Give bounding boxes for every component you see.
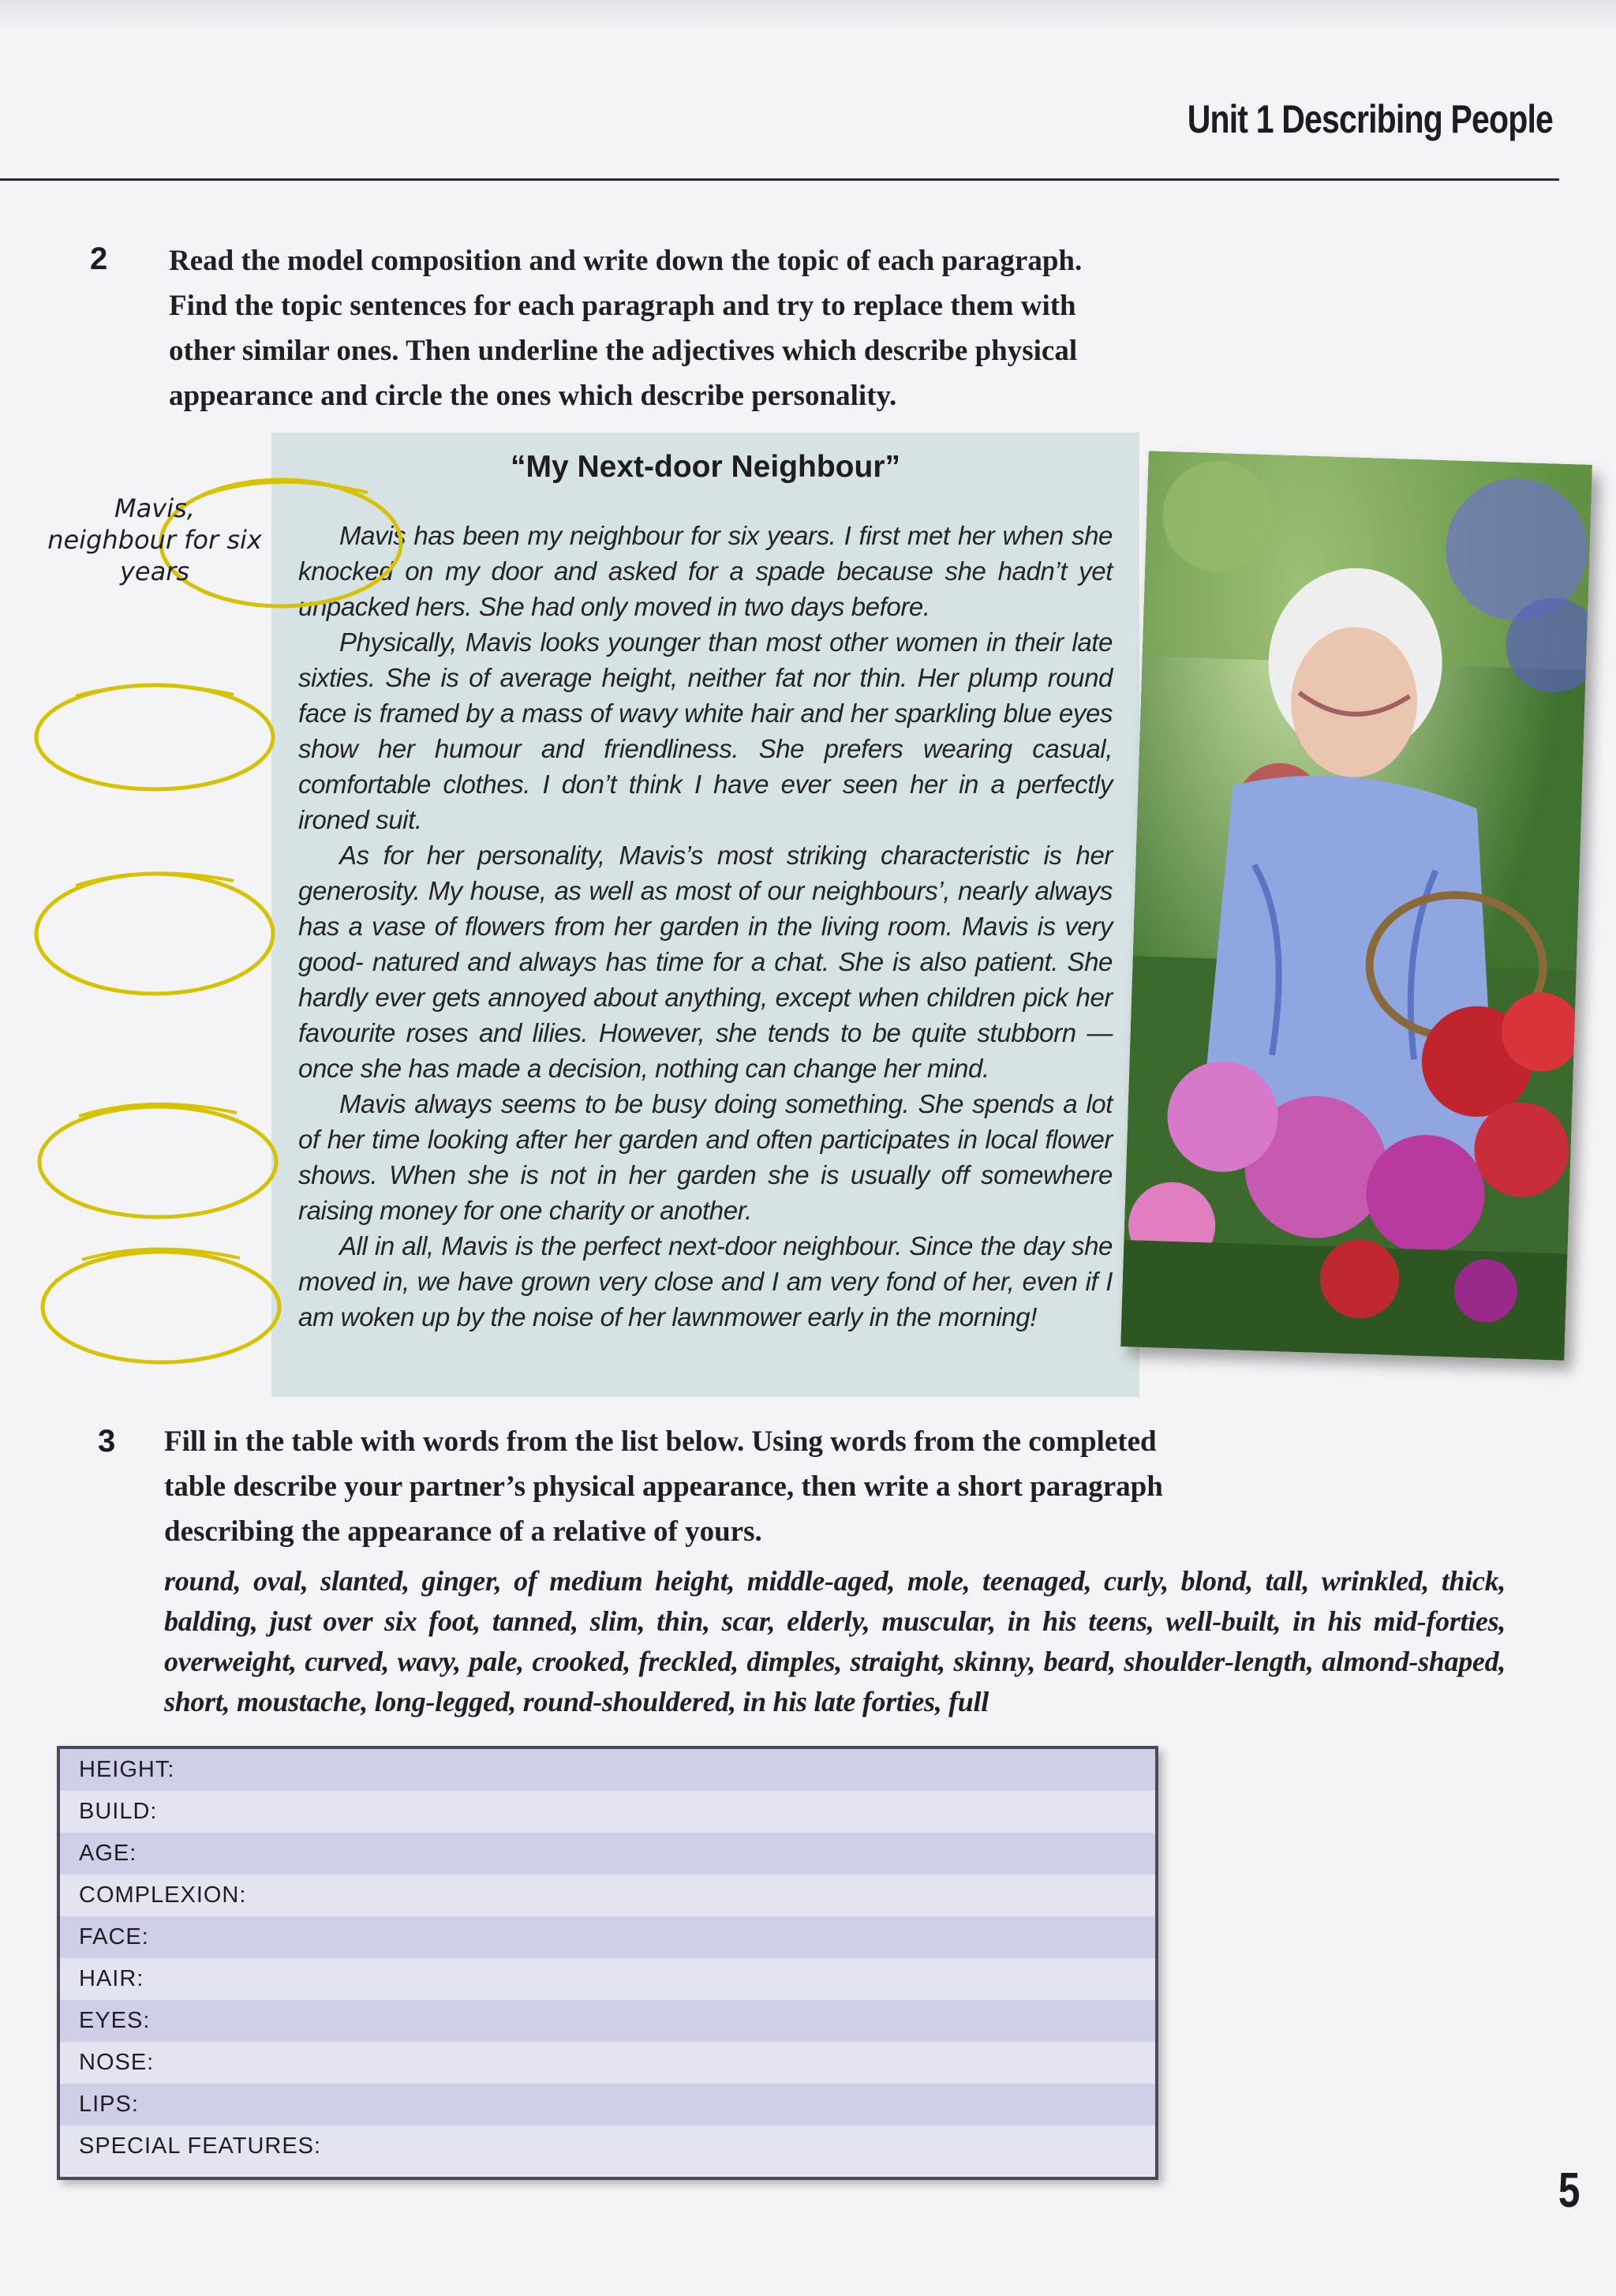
instruction-line: Find the topic sentences for each paragraph and try to replace them with: [169, 290, 1076, 322]
table-row-age[interactable]: AGE:: [60, 1833, 1155, 1875]
header-rule: [0, 178, 1559, 181]
table-row-build[interactable]: BUILD:: [79, 1799, 158, 1824]
empty-ellipse-2[interactable]: [28, 671, 281, 797]
instruction-line: describing the appearance of a relative of yours.: [164, 1515, 762, 1548]
margin-note-line: years: [119, 556, 190, 586]
margin-note-text: [28, 493, 281, 587]
table-row-hair[interactable]: HAIR:: [79, 1966, 144, 1991]
word-list: round, oval, slanted, ginger, of medium height, middle-aged, mole, teenaged, curly, blond, tall, wrinkled, thick, balding, just over six foot, tanned, slim, thin, scar, elderly, muscular, in his teens, well-built, in his mid-forties, overweight, curved, wavy, pale, crooked, freckled, dimples, straight, skinny, beard, shoulder-length, almond-shaped, short, moustache, long-legged, round-shouldered, in his late forties, full: [164, 1565, 1506, 1717]
empty-ellipse-4[interactable]: [32, 1089, 284, 1223]
composition-paragraph: As for her personality, Mavis’s most striking characteristic is her generosity. My house, as well as most of our neighbours’, nearly always has a vase of flowers from her garden in the living room. Mavis is very good- natured and always has time for a chat. She is also patient. She hardly ever gets annoyed about anything, except when children pick her favourite roses and lilies. However, she tends to be quite stubborn — once she has made a decision, nothing can change her mind.: [298, 841, 1113, 1083]
appearance-table: [57, 1746, 1158, 2180]
page-number: 5: [1558, 2163, 1580, 2218]
page-edge: [0, 0, 1616, 32]
margin-note-ellipse: [28, 464, 281, 614]
table-row-lips[interactable]: LIPS:: [60, 2084, 1155, 2126]
instruction-line: other similar ones. Then underline the adjectives which describe physical: [169, 335, 1078, 367]
table-row-special-features[interactable]: SPECIAL FEATURES:: [79, 2133, 322, 2159]
table-row-eyes[interactable]: EYES:: [60, 2000, 1155, 2042]
woman-gardening-photo: [1120, 451, 1592, 1360]
exercise-2-number: 2: [90, 242, 108, 276]
exercise-3-instructions: [164, 1419, 1553, 1554]
table-row-nose[interactable]: NOSE:: [79, 2050, 155, 2075]
instruction-line: appearance and circle the ones which describe personality.: [169, 380, 897, 412]
instruction-line: Fill in the table with words from the list below. Using words from the completed: [164, 1425, 1157, 1458]
table-row-complexion[interactable]: COMPLEXION:: [79, 1882, 247, 1908]
unit-title: Unit 1 Describing People: [1187, 97, 1553, 141]
empty-ellipse-5[interactable]: [35, 1234, 287, 1369]
photo-illustration: [1120, 451, 1592, 1360]
instruction-line: table describe your partner’s physical appearance, then write a short paragraph: [164, 1470, 1163, 1503]
table-row-height[interactable]: HEIGHT:: [60, 1749, 1155, 1791]
margin-note-line: Mavis,: [114, 493, 195, 523]
composition-paragraph: All in all, Mavis is the perfect next-door neighbour. Since the day she moved in, we have grown very close and I am very fond of her, even if I am woken up by the noise of her lawnmower early in the morning!: [298, 1231, 1113, 1332]
composition-paragraph: Mavis always seems to be busy doing something. She spends a lot of her time looking after her garden and often participates in local flower shows. When she is not in her garden she is usually off somewhere raising money for one charity or another.: [298, 1089, 1113, 1225]
exercise-2-instructions: [169, 238, 1558, 418]
instruction-line: Read the model composition and write down the topic of each paragraph.: [169, 245, 1083, 277]
composition-title: “My Next-door Neighbour”: [511, 450, 900, 484]
composition-paragraph: Physically, Mavis looks younger than most other women in their late sixties. She is of average height, neither fat nor thin. Her plump round face is framed by a mass of wavy white hair and her sparkling blue eyes show her humour and friendliness. She prefers wearing casual, comfortable clothes. I don’t think I have ever seen her in a perfectly ironed suit.: [298, 627, 1113, 834]
composition-body: [298, 518, 1113, 1335]
exercise-3-number: 3: [98, 1424, 116, 1459]
table-row-face[interactable]: FACE:: [60, 1916, 1155, 1958]
composition-paragraph: Mavis has been my neighbour for six years. I first met her when she knocked on my door and asked for a spade because she hadn’t yet unpacked hers. She had only moved in two days before.: [298, 521, 1113, 621]
empty-ellipse-3[interactable]: [28, 859, 281, 1001]
margin-note-line: neighbour for six: [47, 525, 262, 555]
